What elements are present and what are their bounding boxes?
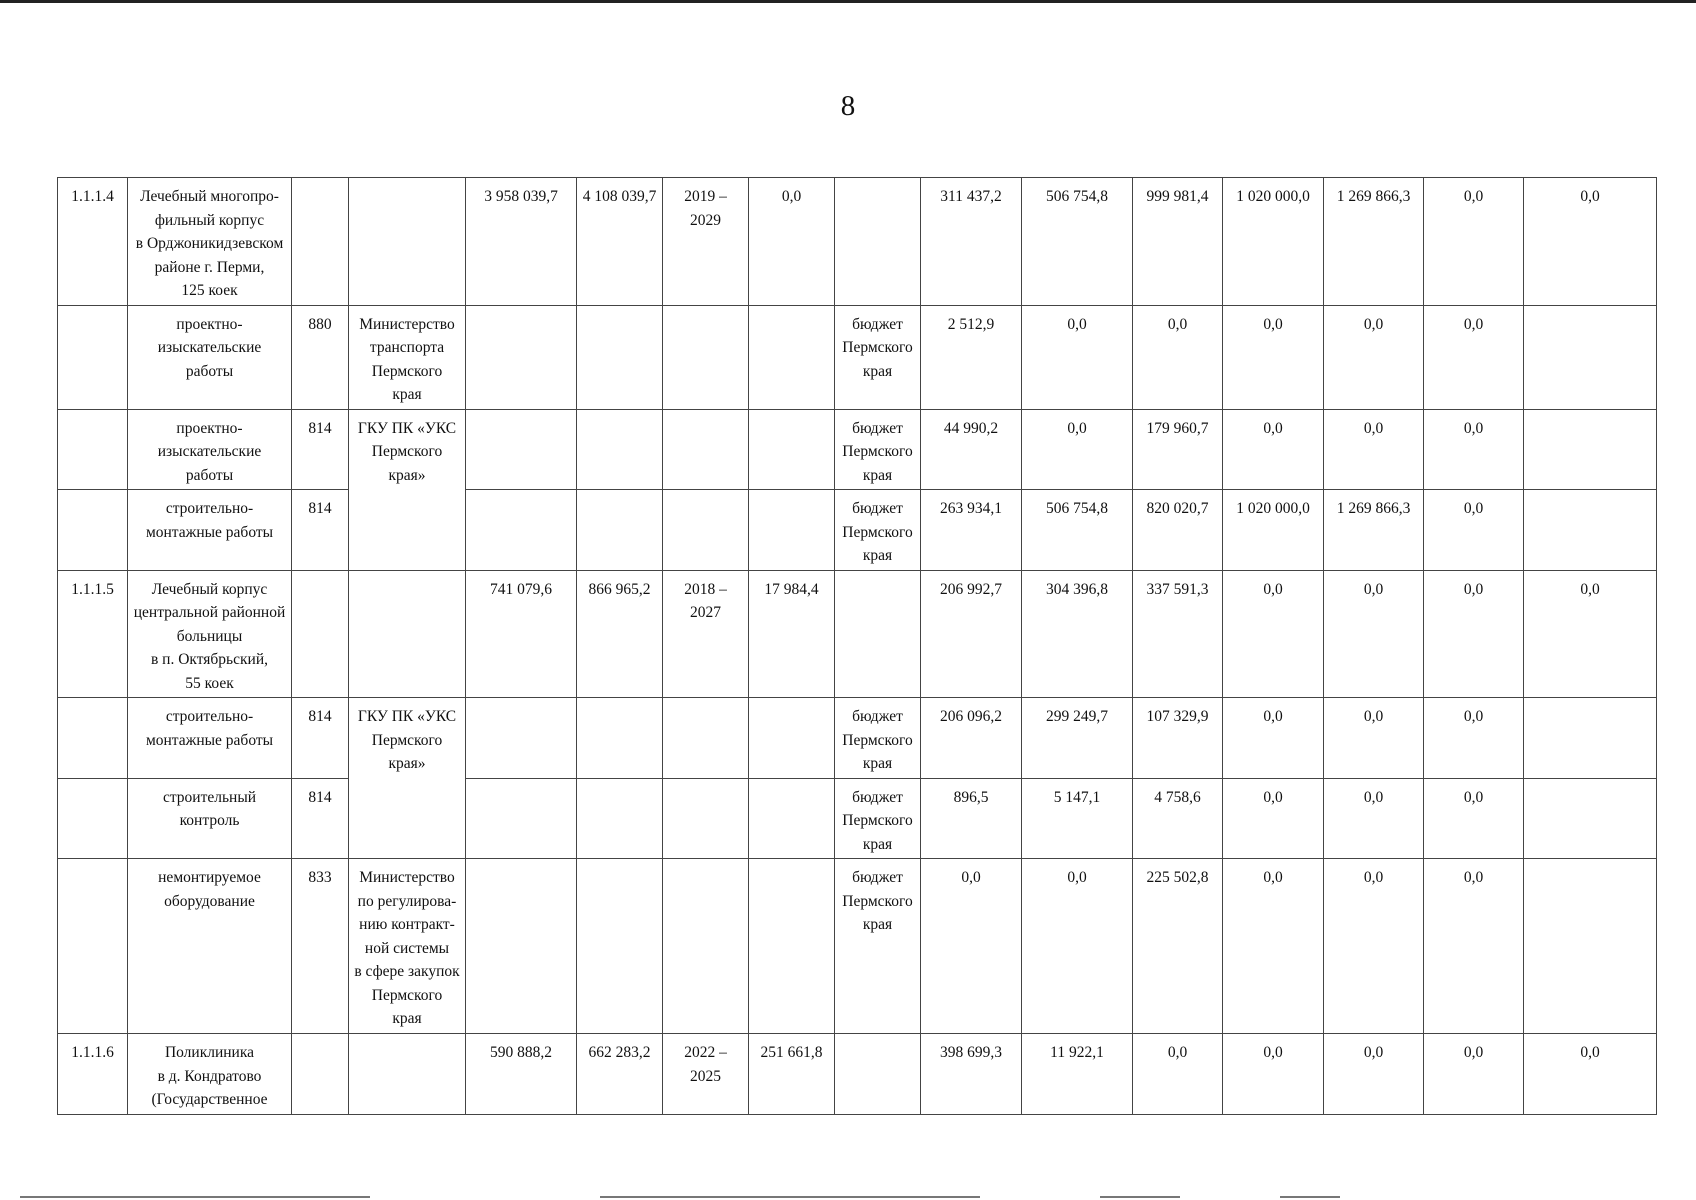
cell-code — [58, 409, 128, 490]
cell-executor: ГКУ ПК «УКС Пермского края» — [349, 698, 466, 859]
cell-funding-source: бюджет Пермского края — [835, 859, 921, 1034]
cell-year-7 — [1524, 778, 1657, 859]
cell-total-cost — [577, 409, 663, 490]
cell-prior-funding: 0,0 — [749, 178, 835, 306]
cell-year-6: 0,0 — [1424, 409, 1524, 490]
cell-estimated-cost — [466, 305, 577, 409]
cell-year-6: 0,0 — [1424, 570, 1524, 698]
cell-year-7 — [1524, 409, 1657, 490]
cell-year-3: 999 981,4 — [1133, 178, 1223, 306]
cell-code: 1.1.1.6 — [58, 1034, 128, 1115]
cell-prior-funding — [749, 778, 835, 859]
cell-year-1: 44 990,2 — [921, 409, 1022, 490]
cell-year-4: 0,0 — [1223, 409, 1324, 490]
cell-year-4: 1 020 000,0 — [1223, 490, 1324, 571]
cell-year-1: 206 096,2 — [921, 698, 1022, 779]
cell-year-7: 0,0 — [1524, 570, 1657, 698]
cell-year-7: 0,0 — [1524, 178, 1657, 306]
cell-year-2: 299 249,7 — [1022, 698, 1133, 779]
cell-year-6: 0,0 — [1424, 859, 1524, 1034]
cell-grbs: 814 — [292, 409, 349, 490]
cell-grbs: 814 — [292, 698, 349, 779]
cell-year-6: 0,0 — [1424, 490, 1524, 571]
cell-year-4: 0,0 — [1223, 570, 1324, 698]
cell-prior-funding: 17 984,4 — [749, 570, 835, 698]
cell-prior-funding — [749, 409, 835, 490]
cell-year-5: 0,0 — [1324, 859, 1424, 1034]
cell-year-2: 0,0 — [1022, 859, 1133, 1034]
cell-grbs — [292, 1034, 349, 1115]
cell-period: 2019 – 2029 — [663, 178, 749, 306]
cell-prior-funding: 251 661,8 — [749, 1034, 835, 1115]
cell-year-6: 0,0 — [1424, 178, 1524, 306]
table-row — [58, 778, 1657, 859]
cell-grbs: 833 — [292, 859, 349, 1034]
cell-year-1: 206 992,7 — [921, 570, 1022, 698]
cell-year-2: 506 754,8 — [1022, 490, 1133, 571]
cell-year-1: 896,5 — [921, 778, 1022, 859]
cell-period — [663, 305, 749, 409]
cell-code — [58, 778, 128, 859]
cell-year-4: 1 020 000,0 — [1223, 178, 1324, 306]
cell-year-4: 0,0 — [1223, 1034, 1324, 1115]
cell-year-6: 0,0 — [1424, 305, 1524, 409]
cell-funding-source: бюджет Пермского края — [835, 305, 921, 409]
table-row — [58, 698, 1657, 779]
cell-period — [663, 778, 749, 859]
cell-executor: Министерство по регулирова- нию контракт- ной системы в сфере закупок Пермского края — [349, 859, 466, 1034]
cell-executor — [349, 1034, 466, 1115]
cell-object-name: строительно- монтажные работы — [128, 490, 292, 571]
cell-year-3: 337 591,3 — [1133, 570, 1223, 698]
cell-year-1: 311 437,2 — [921, 178, 1022, 306]
cell-year-4: 0,0 — [1223, 859, 1324, 1034]
cell-total-cost — [577, 698, 663, 779]
cell-total-cost: 4 108 039,7 — [577, 178, 663, 306]
cell-year-4: 0,0 — [1223, 305, 1324, 409]
cell-year-5: 0,0 — [1324, 778, 1424, 859]
cell-object-name: Лечебный многопро- фильный корпус в Орджоникидзевском районе г. Перми, 125 коек — [128, 178, 292, 306]
cell-period — [663, 698, 749, 779]
cell-period: 2018 – 2027 — [663, 570, 749, 698]
cell-funding-source — [835, 570, 921, 698]
cell-executor: Министерство транспорта Пермского края — [349, 305, 466, 409]
table-row — [58, 1034, 1657, 1115]
cell-year-2: 11 922,1 — [1022, 1034, 1133, 1115]
page-top-border — [0, 0, 1696, 3]
cell-object-name: немонтируемое оборудование — [128, 859, 292, 1034]
cell-object-name: Поликлиника в д. Кондратово (Государственное — [128, 1034, 292, 1115]
cell-year-2: 506 754,8 — [1022, 178, 1133, 306]
page-number: 8 — [840, 90, 856, 122]
cell-year-3: 179 960,7 — [1133, 409, 1223, 490]
table-row — [58, 859, 1657, 1034]
cell-executor: ГКУ ПК «УКС Пермского края» — [349, 409, 466, 570]
cell-prior-funding — [749, 698, 835, 779]
cell-year-2: 0,0 — [1022, 305, 1133, 409]
cell-funding-source: бюджет Пермского края — [835, 409, 921, 490]
cell-year-5: 1 269 866,3 — [1324, 490, 1424, 571]
cell-grbs — [292, 570, 349, 698]
cell-year-5: 0,0 — [1324, 409, 1424, 490]
cell-code — [58, 698, 128, 779]
cell-total-cost: 866 965,2 — [577, 570, 663, 698]
cell-executor — [349, 178, 466, 306]
cell-code — [58, 859, 128, 1034]
cell-year-5: 0,0 — [1324, 698, 1424, 779]
cell-estimated-cost — [466, 490, 577, 571]
cell-year-7: 0,0 — [1524, 1034, 1657, 1115]
cell-year-5: 0,0 — [1324, 305, 1424, 409]
cell-year-7 — [1524, 305, 1657, 409]
cell-estimated-cost — [466, 698, 577, 779]
table-row — [58, 490, 1657, 571]
cell-total-cost — [577, 490, 663, 571]
cell-year-4: 0,0 — [1223, 698, 1324, 779]
cell-total-cost — [577, 778, 663, 859]
cell-year-6: 0,0 — [1424, 778, 1524, 859]
cell-year-4: 0,0 — [1223, 778, 1324, 859]
cell-grbs: 880 — [292, 305, 349, 409]
cell-year-2: 5 147,1 — [1022, 778, 1133, 859]
cell-year-3: 0,0 — [1133, 305, 1223, 409]
table-row — [58, 570, 1657, 698]
page-bottom-edge — [0, 1196, 1696, 1200]
cell-funding-source: бюджет Пермского края — [835, 490, 921, 571]
cell-prior-funding — [749, 305, 835, 409]
cell-estimated-cost — [466, 409, 577, 490]
cell-year-3: 225 502,8 — [1133, 859, 1223, 1034]
cell-year-3: 0,0 — [1133, 1034, 1223, 1115]
cell-year-1: 2 512,9 — [921, 305, 1022, 409]
cell-total-cost — [577, 305, 663, 409]
cell-year-7 — [1524, 490, 1657, 571]
cell-funding-source: бюджет Пермского края — [835, 778, 921, 859]
cell-grbs: 814 — [292, 490, 349, 571]
cell-grbs — [292, 178, 349, 306]
cell-funding-source — [835, 178, 921, 306]
cell-estimated-cost — [466, 859, 577, 1034]
cell-period: 2022 – 2025 — [663, 1034, 749, 1115]
cell-year-1: 263 934,1 — [921, 490, 1022, 571]
cell-year-5: 0,0 — [1324, 570, 1424, 698]
cell-funding-source: бюджет Пермского края — [835, 698, 921, 779]
cell-year-2: 304 396,8 — [1022, 570, 1133, 698]
cell-total-cost — [577, 859, 663, 1034]
cell-code: 1.1.1.4 — [58, 178, 128, 306]
cell-year-5: 1 269 866,3 — [1324, 178, 1424, 306]
cell-year-3: 107 329,9 — [1133, 698, 1223, 779]
cell-year-2: 0,0 — [1022, 409, 1133, 490]
table-row — [58, 305, 1657, 409]
cell-year-6: 0,0 — [1424, 698, 1524, 779]
cell-period — [663, 859, 749, 1034]
budget-table — [57, 177, 1657, 1115]
cell-total-cost: 662 283,2 — [577, 1034, 663, 1115]
cell-grbs: 814 — [292, 778, 349, 859]
cell-object-name: строительно- монтажные работы — [128, 698, 292, 779]
cell-object-name: строительный контроль — [128, 778, 292, 859]
cell-year-7 — [1524, 859, 1657, 1034]
cell-estimated-cost: 741 079,6 — [466, 570, 577, 698]
cell-object-name: проектно- изыскательские работы — [128, 305, 292, 409]
table-row — [58, 178, 1657, 306]
cell-period — [663, 490, 749, 571]
cell-year-6: 0,0 — [1424, 1034, 1524, 1115]
cell-year-3: 4 758,6 — [1133, 778, 1223, 859]
cell-prior-funding — [749, 859, 835, 1034]
cell-year-1: 398 699,3 — [921, 1034, 1022, 1115]
cell-object-name: проектно- изыскательские работы — [128, 409, 292, 490]
cell-year-1: 0,0 — [921, 859, 1022, 1034]
cell-funding-source — [835, 1034, 921, 1115]
table-row — [58, 409, 1657, 490]
cell-estimated-cost: 590 888,2 — [466, 1034, 577, 1115]
cell-estimated-cost: 3 958 039,7 — [466, 178, 577, 306]
cell-executor — [349, 570, 466, 698]
cell-year-7 — [1524, 698, 1657, 779]
cell-year-3: 820 020,7 — [1133, 490, 1223, 571]
cell-code: 1.1.1.5 — [58, 570, 128, 698]
cell-code — [58, 490, 128, 571]
cell-object-name: Лечебный корпус центральной районной больницы в п. Октябрьский, 55 коек — [128, 570, 292, 698]
cell-period — [663, 409, 749, 490]
cell-year-5: 0,0 — [1324, 1034, 1424, 1115]
cell-prior-funding — [749, 490, 835, 571]
cell-code — [58, 305, 128, 409]
cell-estimated-cost — [466, 778, 577, 859]
